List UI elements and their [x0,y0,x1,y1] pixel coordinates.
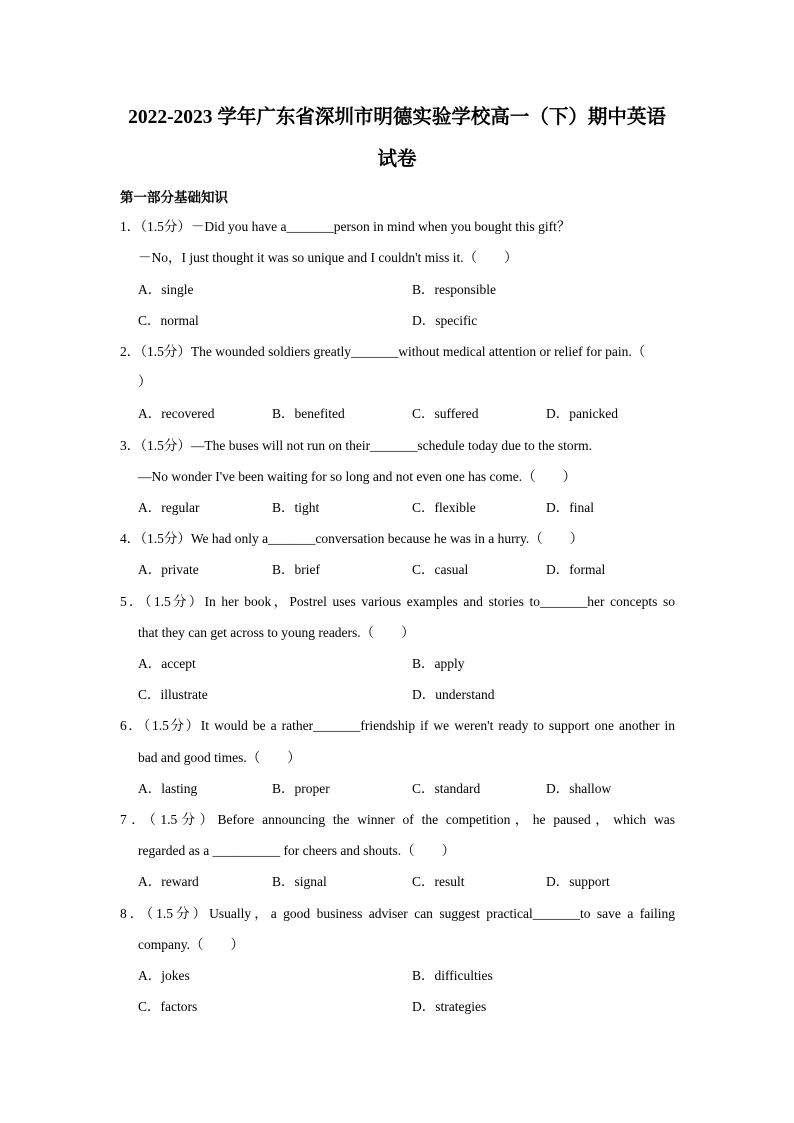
question-7-continuation: regarded as a __________ for cheers and shouts.（ ） [138,843,456,858]
question-6-option-a[interactable]: A．lasting [138,781,198,796]
question-8-option-c[interactable]: C．factors [138,999,198,1014]
question-7-option-a[interactable]: A．reward [138,874,199,889]
question-1-option-a[interactable]: A．single [138,282,194,297]
question-4-option-b[interactable]: B．brief [272,562,320,577]
question-8-option-a[interactable]: A．jokes [138,968,190,983]
question-2-option-b[interactable]: B．benefited [272,406,345,421]
question-8-option-b[interactable]: B．difficulties [412,968,493,983]
question-1-option-d[interactable]: D．specific [412,313,478,328]
question-2-option-c[interactable]: C．suffered [412,406,479,421]
question-4-option-d[interactable]: D．formal [546,562,606,577]
question-3-option-a[interactable]: A．regular [138,500,200,515]
question-7-option-b[interactable]: B．signal [272,874,327,889]
question-6-option-d[interactable]: D．shallow [546,781,612,796]
question-5-option-d[interactable]: D．understand [412,687,495,702]
question-4-option-c[interactable]: C．casual [412,562,469,577]
question-2-option-a[interactable]: A．recovered [138,406,215,421]
question-5-stem: 5．（1.5分）In her book，Postrel uses various examples and stories to_______her concepts so [120,594,675,609]
question-2-stem: 2．（1.5分）The wounded soldiers greatly_______without medical attention or relief for pain.（ [120,344,646,359]
question-6-stem: 6．（1.5分）It would be a rather_______friendship if we weren't ready to support one another in [120,718,675,733]
question-1-option-b[interactable]: B．responsible [412,282,496,297]
section-heading: 第一部分基础知识 [120,190,228,205]
question-5-option-b[interactable]: B．apply [412,656,465,671]
question-8-stem: 8．（1.5分）Usually，a good business adviser can suggest practical_______to save a failing [120,906,675,921]
question-5-continuation: that they can get across to young readers.（ ） [138,625,415,640]
question-5-option-a[interactable]: A．accept [138,656,196,671]
question-1-stem: 1．（1.5分）－Did you have a_______person in mind when you bought this gift？ [120,219,571,234]
question-4-option-a[interactable]: A．private [138,562,199,577]
question-6-continuation: bad and good times.（ ） [138,750,301,765]
question-7-stem: 7．（1.5分）Before announcing the winner of the competition，he paused，which was [120,812,675,827]
question-3-stem: 3．（1.5分）—The buses will not run on their_______schedule today due to the storm. [120,438,593,453]
question-7-option-d[interactable]: D．support [546,874,610,889]
exam-title-line-1: 2022-2023 学年广东省深圳市明德实验学校高一（下）期中英语 [128,107,666,128]
exam-title-line-2: 试卷 [377,149,417,170]
question-6-option-c[interactable]: C．standard [412,781,481,796]
question-2-option-d[interactable]: D．panicked [546,406,618,421]
question-3-option-d[interactable]: D．final [546,500,594,515]
question-7-option-c[interactable]: C．result [412,874,465,889]
question-3-option-b[interactable]: B．tight [272,500,320,515]
question-8-option-d[interactable]: D．strategies [412,999,487,1014]
question-5-option-c[interactable]: C．illustrate [138,687,208,702]
question-1-option-c[interactable]: C．normal [138,313,199,328]
question-8-continuation: company.（ ） [138,937,244,952]
question-6-option-b[interactable]: B．proper [272,781,330,796]
question-2-continuation: ） [138,374,152,389]
question-3-option-c[interactable]: C．flexible [412,500,476,515]
question-4-stem: 4．（1.5分）We had only a_______conversation because he was in a hurry.（ ） [120,531,584,546]
question-3-continuation: —No wonder I've been waiting for so long and not even one has come.（ ） [138,469,577,484]
question-1-continuation: －No，I just thought it was so unique and I couldn't miss it.（ ） [138,250,518,265]
